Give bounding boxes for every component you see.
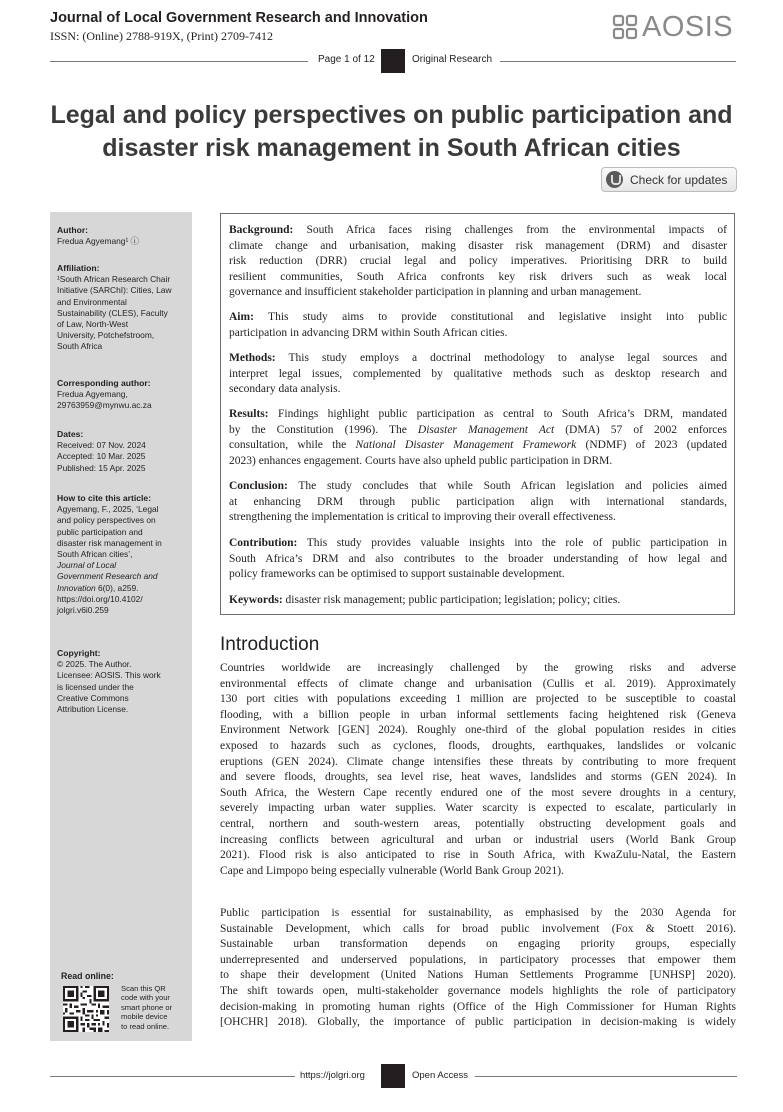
abstract-label: Background: (229, 224, 294, 236)
dates-heading: Dates: (57, 429, 84, 439)
crossmark-icon (606, 171, 623, 188)
header-rule-left (50, 61, 308, 62)
citation-volume-line (57, 583, 189, 594)
keywords-text: disaster risk management; public participation; legislation; policy; cities. (282, 594, 621, 606)
act-title: Disaster Management Act (417, 423, 555, 436)
header-rule-right (500, 61, 736, 62)
body-line: 130 port cities with populations exceeding 1 million are projected to be susceptible to coastal (220, 693, 736, 706)
abstract-line: risk reduction (DRR) crucial legal and policy imperatives. Prioritising DRR to build (229, 255, 727, 268)
footer-rule-right (475, 1076, 737, 1077)
abstract-aim (229, 310, 727, 341)
read-online-box (57, 971, 189, 1031)
abstract-line: resilient communities, South Africa confronts key risk drivers such as weak local (229, 270, 727, 283)
publisher-logo[interactable] (612, 11, 736, 43)
corresponding-email-link[interactable]: 29763959@mynwu.ac.za (57, 400, 152, 411)
abstract-line: interpret legal issues, complemented by qualitative methods such as desktop research and (229, 367, 727, 380)
abstract-line (229, 593, 727, 609)
footer-rule-left (50, 1076, 295, 1077)
abstract-text: The study concludes that while South African legislation and policies aimed (287, 480, 727, 492)
abstract-line (229, 423, 727, 439)
paper-title (40, 99, 743, 165)
journal-url-link[interactable]: https://jolgri.org (300, 1070, 365, 1081)
affiliation-line: University, Potchefstroom, (57, 330, 155, 341)
citation-doi-link[interactable]: jolgri.v6i0.259 (57, 605, 109, 616)
abstract-line: policy frameworks can be optimised to support sustainable development. (229, 568, 565, 581)
license-link[interactable]: Attribution License. (57, 704, 129, 715)
abstract-text: South Africa faces rising challenges from the environmental impacts of (293, 224, 727, 236)
body-line: Environment Network [GEN] 2024). Roughly one-third of the global population resides in cities (220, 724, 736, 737)
abstract-text: (DMA) 57 of 2002 enforces (554, 423, 727, 436)
abstract-line (229, 407, 727, 423)
copyright-line: © 2025. The Author. (57, 659, 132, 670)
date-accepted: Accepted: 10 Mar. 2025 (57, 451, 146, 462)
qr-instruction-line: Scan this QR (121, 984, 166, 993)
body-line: [OHCHR] 2018). Globally, the importance of public participation in decision-making is widely (220, 1016, 736, 1029)
check-for-updates-button[interactable] (601, 167, 737, 192)
check-for-updates-label: Check for updates (630, 172, 728, 187)
abstract-line: 2023) enhances engagement. Courts have also upheld public participation in DRM. (229, 454, 613, 467)
copyright-section (57, 648, 189, 715)
body-line: The shift towards open, multi-stakeholder governance models highlights the role of participatory (220, 984, 736, 997)
body-line: Cape and Limpopo being especially vulnerable (World Bank Group 2021). (220, 864, 564, 877)
citation-line: South African cities’, (57, 549, 133, 560)
qr-code-icon[interactable] (63, 986, 109, 1032)
qr-instruction-line: code with your (121, 993, 170, 1003)
abstract-conclusion (229, 479, 727, 526)
affiliation-line: South Africa (57, 341, 103, 352)
read-online-heading: Read online: (61, 971, 114, 981)
copyright-line: is licensed under the (57, 681, 134, 692)
dates-section (57, 429, 189, 474)
framework-title: National Disaster Management Framework (355, 439, 577, 452)
abstract-text: by the Constitution (1996). The (229, 423, 418, 436)
affiliation-heading: Affiliation: (57, 263, 100, 273)
qr-instructions (121, 984, 191, 1031)
author-section (57, 225, 189, 247)
affiliation-line: Sustainability (CLES), Faculty (57, 307, 168, 318)
affiliation-line: ¹South African Research Chair (57, 274, 171, 285)
abstract-line: at enhancing DRM through public participation align with international standards, (229, 495, 727, 508)
date-published: Published: 15 Apr. 2025 (57, 462, 146, 473)
citation-line: and policy perspectives on (57, 515, 156, 526)
abstract-line (229, 351, 727, 367)
open-access-label: Open Access (412, 1070, 468, 1081)
body-line: exposed to hazards such as cyclones, floods, droughts, earthquakes, landslides or volcanic (220, 739, 736, 752)
abstract-label: Aim: (229, 311, 254, 323)
corresponding-heading: Corresponding author: (57, 378, 151, 388)
body-line: South Africa, the Western Cape recently endured one of the most severe droughts in a century, (220, 786, 736, 799)
abstract-text: This study aims to provide constitutional and legislative insight into public (253, 311, 727, 323)
citation-journal-line: Journal of Local (57, 560, 117, 571)
abstract-text: Findings highlight public participation as central to South Africa’s DRM, mandated (268, 408, 727, 420)
body-line: Sustainable Development, which calls for broad public involvement (Fox & Stoett 2016). (220, 922, 736, 935)
body-line: eruptions (GEN 2024). Climate change intensifies these threats by contributing to more frequent (220, 755, 736, 768)
citation-section (57, 493, 189, 616)
abstract-label: Contribution: (229, 537, 298, 549)
abstract-label: Conclusion: (229, 480, 288, 492)
abstract-line: participation in advancing DRM within South African cities. (229, 326, 508, 339)
qr-instruction-line: smart phone or (121, 1002, 173, 1012)
author-heading: Author: (57, 225, 89, 235)
header-block-marker (381, 49, 405, 73)
title-line: disaster risk management in South African cities (102, 134, 681, 162)
title-line: Legal and policy perspectives on public participation and (50, 101, 733, 129)
body-line: decision-making in promoting human rights (Office of the High Commissioner for Human Rights (220, 1000, 736, 1013)
abstract-line: governance and insufficient stakeholder participation in planning and urban management. (229, 286, 642, 299)
license-link[interactable]: Creative Commons (57, 692, 129, 703)
abstract-line (229, 479, 727, 495)
affiliation-line: of Law, North-West (57, 319, 129, 330)
publisher-name: AOSIS (642, 10, 734, 43)
corresponding-name: Fredua Agyemang, (57, 389, 128, 400)
body-line: severely impacting urban water supplies. Water scarcity is expected to escalate, particularly in (220, 802, 736, 815)
affiliation-line: and Environmental (57, 296, 127, 307)
citation-line: Agyemang, F., 2025, ‘Legal (57, 504, 159, 515)
body-line: increasing conflicts between agricultural and urban or industrial users (World Bank Group (220, 833, 736, 846)
introduction-paragraph-1 (220, 661, 736, 879)
introduction-heading: Introduction (220, 634, 320, 655)
author-name[interactable]: Fredua Agyemang¹ ⓘ (57, 236, 139, 247)
affiliation-section (57, 263, 189, 353)
citation-volume: 6(0), a259. (95, 582, 139, 593)
abstract-label: Methods: (229, 352, 276, 364)
introduction-paragraph-2 (220, 906, 736, 1031)
abstract-text: This study provides valuable insights into the role of public participation in (297, 537, 727, 549)
citation-heading: How to cite this article: (57, 493, 152, 503)
page-number: Page 1 of 12 (318, 54, 375, 65)
citation-line: disaster risk management in (57, 537, 162, 548)
citation-journal-line: Government Research and (57, 571, 158, 582)
abstract-line: strengthening the implementation is critical to improving their overall effectiveness. (229, 511, 616, 524)
body-line: environmental effects of climate change and urbanisation (Cullis et al. 2019). Approximately (220, 677, 736, 690)
abstract-text: This study employs a doctrinal methodology to analyse legal sources and (275, 352, 727, 364)
footer-block-marker (381, 1064, 405, 1088)
abstract-line (229, 438, 727, 454)
abstract-keywords (229, 593, 727, 609)
citation-journal-line: Innovation (57, 582, 96, 593)
article-type: Original Research (412, 54, 493, 65)
abstract-line: South Africa’s DRM and also contributes to the broader understanding of how legal and (229, 552, 727, 565)
copyright-heading: Copyright: (57, 648, 101, 658)
abstract-label: Results: (229, 408, 269, 420)
body-line: 2021). Flood risk is also anticipated to rise in South Africa, with KwaZulu-Natal, the Eastern (220, 849, 736, 862)
aosis-logo-icon (612, 14, 638, 40)
citation-doi-link[interactable]: https://doi.org/10.4102/ (57, 593, 143, 604)
body-line: to shape their development (United Nations Human Settlements Programme [UNHSP] 2020). (220, 969, 736, 982)
issn-line: ISSN: (Online) 2788-919X, (Print) 2709-7412 (50, 29, 273, 43)
abstract-methods (229, 351, 727, 398)
abstract-results (229, 407, 727, 469)
abstract-label: Keywords: (229, 594, 283, 606)
abstract-line (229, 223, 727, 239)
abstract-line (229, 536, 727, 552)
journal-title: Journal of Local Government Research and Innovation (50, 10, 428, 26)
body-line: Countries worldwide are increasingly challenged by the growing risks and adverse (220, 662, 736, 674)
copyright-line: Licensee: AOSIS. This work (57, 670, 161, 681)
abstract-line: climate change and urbanisation, making disaster risk management (DRM) and disaster (229, 239, 727, 252)
body-line: and severe floods, droughts, sea level rise, heat waves, landslides and storms (GEN 2024). In (220, 771, 736, 784)
abstract-text: (NDMF) of 2023 (updated (576, 439, 727, 452)
body-line: Sustainable urban transformation depends on engaging priority groups, especially (220, 938, 736, 951)
date-received: Received: 07 Nov. 2024 (57, 440, 146, 451)
affiliation-line: Initiative (SARChI): Cities, Law (57, 285, 172, 296)
abstract-contribution (229, 536, 727, 583)
body-line: Public participation is essential for sustainability, as emphasised by the 2030 Agenda for (220, 907, 736, 919)
body-line: underrepresented and underserved populations, in participatory processes that empower them (220, 953, 736, 966)
abstract-line: secondary data analysis. (229, 383, 341, 396)
abstract-line (229, 310, 727, 326)
abstract-background (229, 223, 727, 301)
qr-instruction-line: to read online. (121, 1021, 170, 1031)
corresponding-author-section (57, 378, 189, 412)
body-line: central, northern and south-western areas, potentially obstructing development goals and (220, 817, 736, 830)
citation-line: public participation and (57, 526, 143, 537)
body-line: flooding, with a billion people in urban informal settlements facing heightened risk (Geneva (220, 708, 736, 721)
qr-instruction-line: mobile device (121, 1012, 168, 1022)
abstract-text: consultation, while the (229, 439, 356, 452)
